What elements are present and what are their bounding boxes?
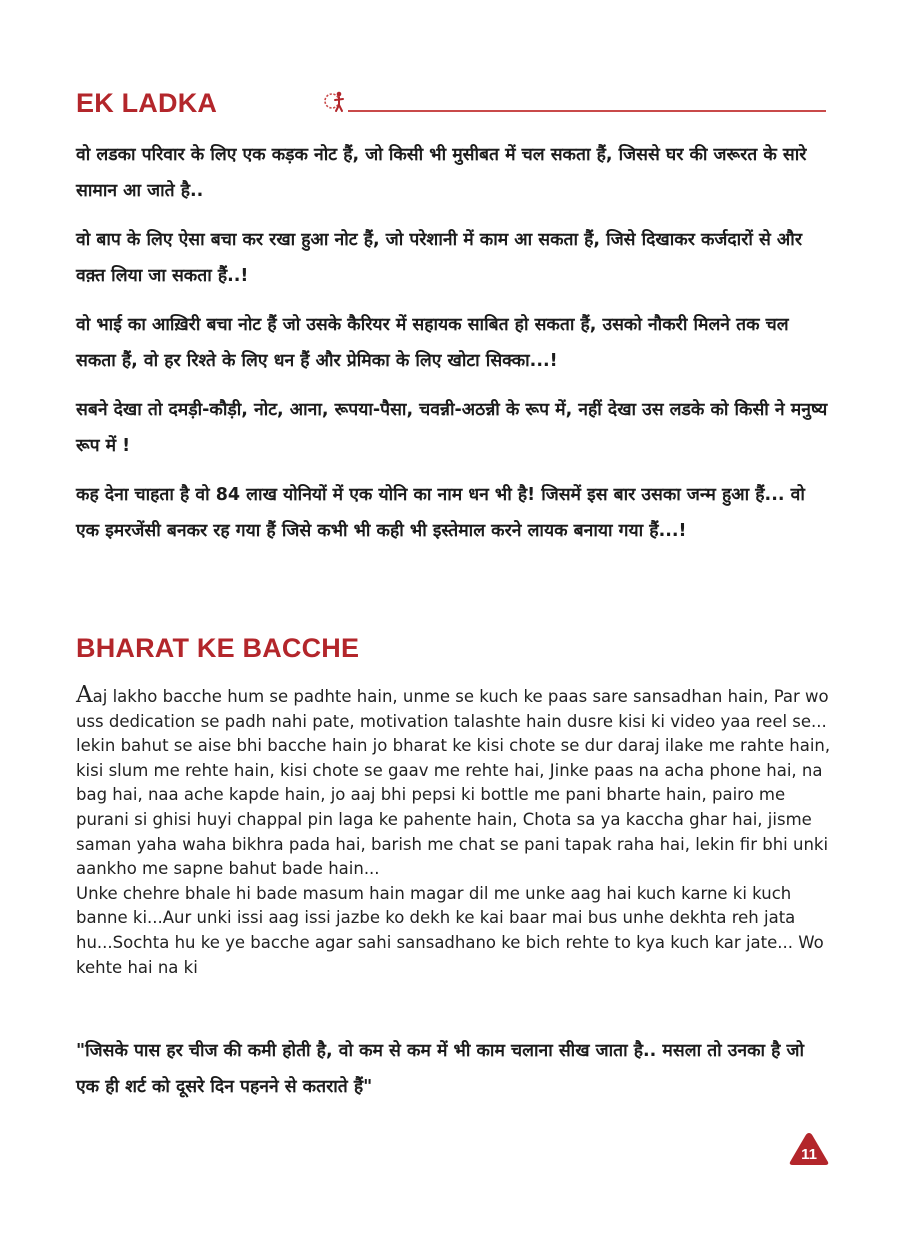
paragraph <box>76 682 836 882</box>
paragraph: कह देना चाहता है वो 84 लाख योनियों में एक योनि का नाम धन भी है! जिसमें इस बार उसका जन्म हुआ हैं... वो एक इमरजेंसी बनकर रह गया हैं जिसे कभी भी कही भी इस्तेमाल करने लायक बनाया गया हैं...! <box>76 485 805 541</box>
header-rule <box>348 110 826 112</box>
person-gear-icon <box>322 89 348 113</box>
paragraph: वो बाप के लिए ऐसा बचा कर रखा हुआ नोट हैं, जो परेशानी में काम आ सकता हैं, जिसे दिखाकर कर्जदारों से और वक़्त लिया जा सकता हैं..! <box>76 230 802 286</box>
paragraph-text: aj lakho bacche hum se padhte hain, unme se kuch ke paas sare sansadhan hain, Par wo uss dedication se padh nahi pate, motivation talashte hain dusre kisi ki video yaa reel se... lekin bahut se aise bhi bacche hain jo bharat ke kisi chote se dur daraj ilake me rahte hain, kisi slum me rehte hain, kisi chote se gaav me rehte hai, Jinke paas na acha phone hai, na bag hai, naa ache kapde hain, jo aaj bhi pepsi ki bottle me pani bharte hain, pairo me purani si ghisi huyi chappal pin laga ke pahente hain, Chota sa ya kaccha ghar hai, jisme saman yaha waha bikhra pada hai, barish me chat se pani tapak raha hai, lekin fir bhi unki aankho me sapne bahut bade hain... <box>76 687 831 879</box>
english-body <box>76 682 836 980</box>
paragraph: सबने देखा तो दमड़ी-कौड़ी, नोट, आना, रूपया-पैसा, चवन्नी-अठन्नी के रूप में, नहीं देखा उस लडके को किसी ने मनुष्य रूप में ! <box>76 400 828 456</box>
drop-cap: A <box>76 682 93 708</box>
paragraph: वो लडका परिवार के लिए एक कड़क नोट हैं, जो किसी भी मुसीबत में चल सकता हैं, जिससे घर की जरूरत के सारे सामान आ जाते है.. <box>76 145 807 201</box>
page-number: 11 <box>801 1146 817 1163</box>
section-title-bharat-ke-bacche: BHARAT KE BACCHE <box>76 633 360 663</box>
paragraph: वो भाई का आख़िरी बचा नोट हैं जो उसके कैरियर में सहायक साबित हो सकता हैं, उसको नौकरी मिलने तक चल सकता हैं, वो हर रिश्ते के लिए धन हैं और प्रेमिका के लिए खोटा सिक्का...! <box>76 315 789 371</box>
section-title-ek-ladka: EK LADKA <box>76 88 218 118</box>
paragraph: Unke chehre bhale hi bade masum hain magar dil me unke aag hai kuch karne ki kuch banne ki...Aur unki issi aag issi jazbe ko dekh ke kai baar mai bus unhe dekhta reh jata hu...Sochta hu ke ye bacche agar sahi sansadhano ke bich rehte to kya kuch kar jate... Wo kehte hai na ki <box>76 883 824 977</box>
quote: "जिसके पास हर चीज की कमी होती है, वो कम से कम में भी काम चलाना सीख जाता है.. मसला तो उनका है जो एक ही शर्ट को दूसरे दिन पहनने से कतराते हैं" <box>76 1041 805 1097</box>
